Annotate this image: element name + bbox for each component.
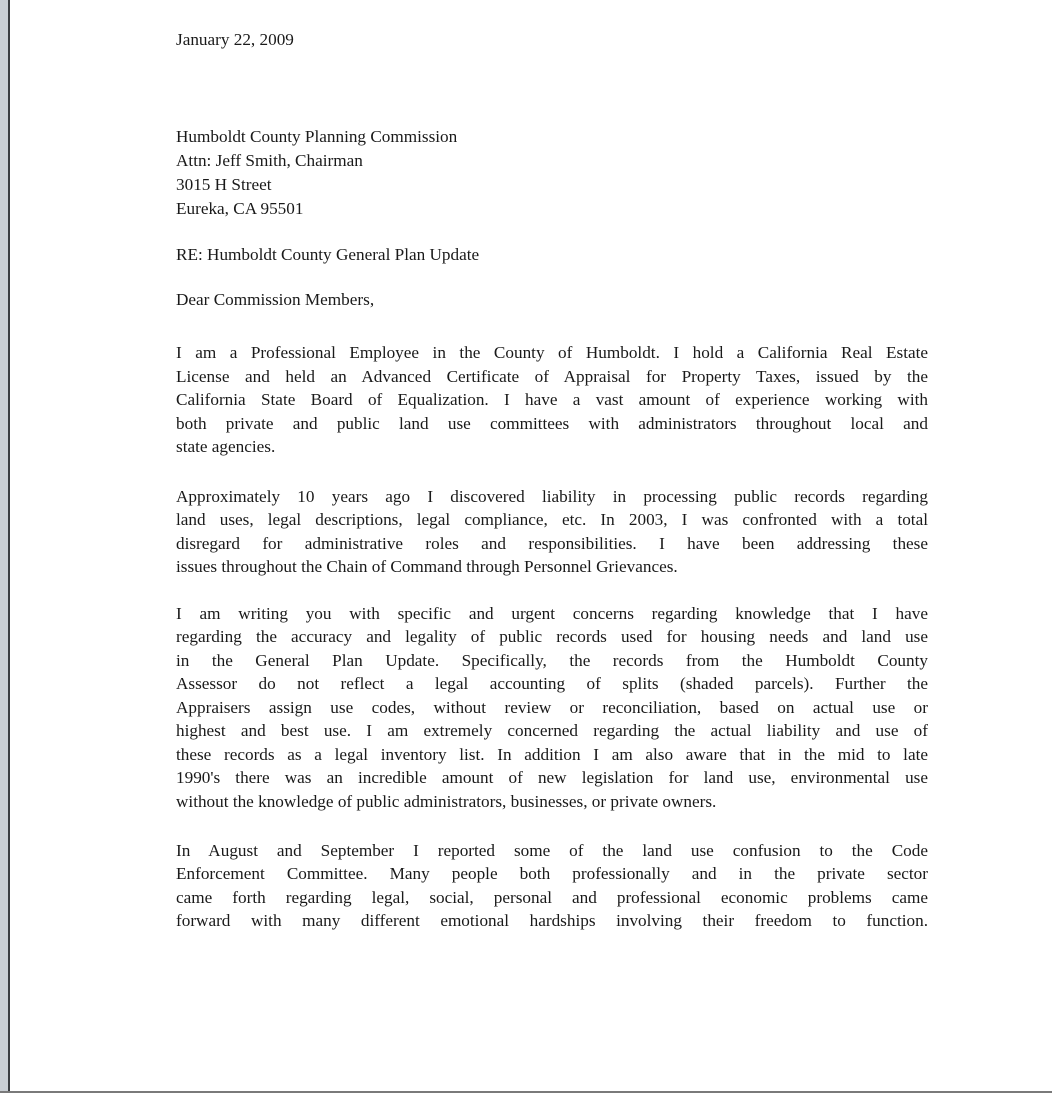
salutation: Dear Commission Members, <box>176 290 375 309</box>
paragraph-line: these records as a legal inventory list. In addition I am also aware that in the mid to late <box>176 745 928 764</box>
address-line: Eureka, CA 95501 <box>176 199 304 218</box>
paragraph-line: License and held an Advanced Certificate of Appraisal for Property Taxes, issued by the <box>176 367 928 386</box>
paragraph-line: Appraisers assign use codes, without review or reconciliation, based on actual use or <box>176 698 928 717</box>
paragraph-line: I am writing you with specific and urgent concerns regarding knowledge that I have <box>176 604 928 623</box>
document-page <box>10 0 1052 1091</box>
paragraph-line: without the knowledge of public administrators, businesses, or private owners. <box>176 792 717 811</box>
paragraph-line: California State Board of Equalization. I have a vast amount of experience working with <box>176 390 928 409</box>
letter-date: January 22, 2009 <box>176 30 294 49</box>
viewer-sidebar <box>0 0 8 1093</box>
address-line: Humboldt County Planning Commission <box>176 127 458 146</box>
paragraph-line: I am a Professional Employee in the County of Humboldt. I hold a California Real Estate <box>176 343 928 362</box>
address-line: Attn: Jeff Smith, Chairman <box>176 151 363 170</box>
paragraph-line: Enforcement Committee. Many people both professionally and in the private sector <box>176 864 928 883</box>
paragraph-line: state agencies. <box>176 437 276 456</box>
paragraph-line: in the General Plan Update. Specifically, the records from the Humboldt County <box>176 651 928 670</box>
paragraph-line: came forth regarding legal, social, personal and professional economic problems came <box>176 888 928 907</box>
re-line: RE: Humboldt County General Plan Update <box>176 245 480 264</box>
paragraph-line: Approximately 10 years ago I discovered liability in processing public records regarding <box>176 487 928 506</box>
paragraph-line: highest and best use. I am extremely concerned regarding the actual liability and use of <box>176 721 928 740</box>
paragraph-line: regarding the accuracy and legality of public records used for housing needs and land use <box>176 627 928 646</box>
paragraph-line: issues throughout the Chain of Command through Personnel Grievances. <box>176 557 678 576</box>
paragraph-line: both private and public land use committees with administrators throughout local and <box>176 414 928 433</box>
paragraph-line: land uses, legal descriptions, legal compliance, etc. In 2003, I was confronted with a total <box>176 510 928 529</box>
paragraph-line: 1990's there was an incredible amount of new legislation for land use, environmental use <box>176 768 928 787</box>
paragraph-line: Assessor do not reflect a legal accounting of splits (shaded parcels). Further the <box>176 674 928 693</box>
paragraph-line: forward with many different emotional hardships involving their freedom to function. <box>176 911 928 930</box>
paragraph-line: disregard for administrative roles and responsibilities. I have been addressing these <box>176 534 928 553</box>
paragraph-line: In August and September I reported some of the land use confusion to the Code <box>176 841 928 860</box>
address-line: 3015 H Street <box>176 175 272 194</box>
